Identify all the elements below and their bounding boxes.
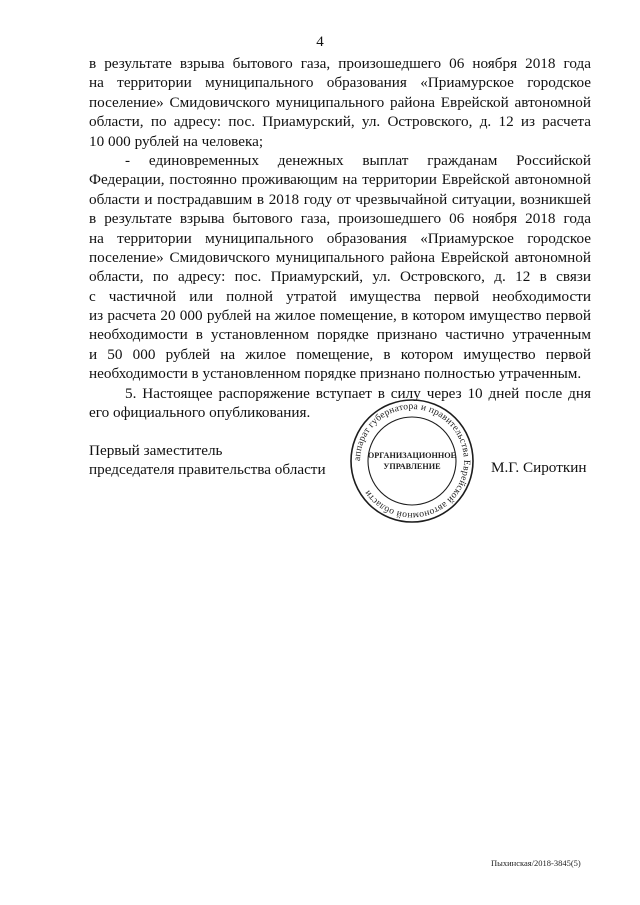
text-line: области, по адресу: пос. Приамурский, ул. Островского, д. 12 из расчета (89, 113, 591, 131)
text-line: из расчета 20 000 рублей на жилое помещение, в котором имущество первой (89, 307, 591, 325)
seal-inner-text-line-1: ОРГАНИЗАЦИОННОЕ (367, 451, 457, 460)
text-line: поселение» Смидовичского муниципального района Еврейской автономной (89, 93, 591, 111)
document-reference-code: Пыхинская/2018-3845(5) (491, 858, 581, 868)
body-text (89, 54, 591, 422)
seal-inner-text-line-2: УПРАВЛЕНИЕ (383, 462, 441, 471)
text-line: области и пострадавшим в 2018 году от чрезвычайной ситуации, возникшей (89, 190, 591, 208)
text-line: на территории муниципального образования «Приамурское городское (89, 229, 591, 247)
signatory-title (89, 441, 326, 480)
seal-outer-text: аппарат губернатора и правительства Еврейской автономной области (351, 400, 473, 522)
text-line: - единовременных денежных выплат гражданам Российской (125, 151, 591, 169)
text-line: его официального опубликования. (89, 404, 311, 422)
page-number: 4 (316, 34, 324, 50)
signatory-name: М.Г. Сироткин (491, 459, 587, 476)
text-line: на территории муниципального образования «Приамурское городское (89, 74, 591, 92)
text-line: и 50 000 рублей на жилое помещение, в котором имущество первой (89, 345, 591, 363)
text-line: в результате взрыва бытового газа, произошедшего 06 ноября 2018 года (89, 210, 591, 228)
text-line: 10 000 рублей на человека; (89, 132, 264, 150)
text-line: поселение» Смидовичского муниципального района Еврейской автономной (89, 248, 591, 266)
text-line: необходимости в установленном порядке признано полностью утраченным. (89, 365, 582, 383)
signatory-title-line-1: Первый заместитель (89, 442, 223, 459)
text-line: необходимости в установленном порядке признано частично утраченным (89, 326, 591, 344)
official-seal (349, 398, 475, 524)
text-line: области, по адресу: пос. Приамурский, ул. Островского, д. 12 в связи (89, 268, 591, 286)
text-line: в результате взрыва бытового газа, произошедшего 06 ноября 2018 года (89, 55, 591, 72)
text-line: с частичной или полной утратой имущества первой необходимости (89, 287, 591, 305)
text-line: Федерации, постоянно проживающим на территории Еврейской автономной (89, 171, 591, 189)
text-line: 5. Настоящее распоряжение вступает в силу через 10 дней после дня (125, 384, 591, 402)
signatory-title-line-2: председателя правительства области (89, 461, 326, 479)
